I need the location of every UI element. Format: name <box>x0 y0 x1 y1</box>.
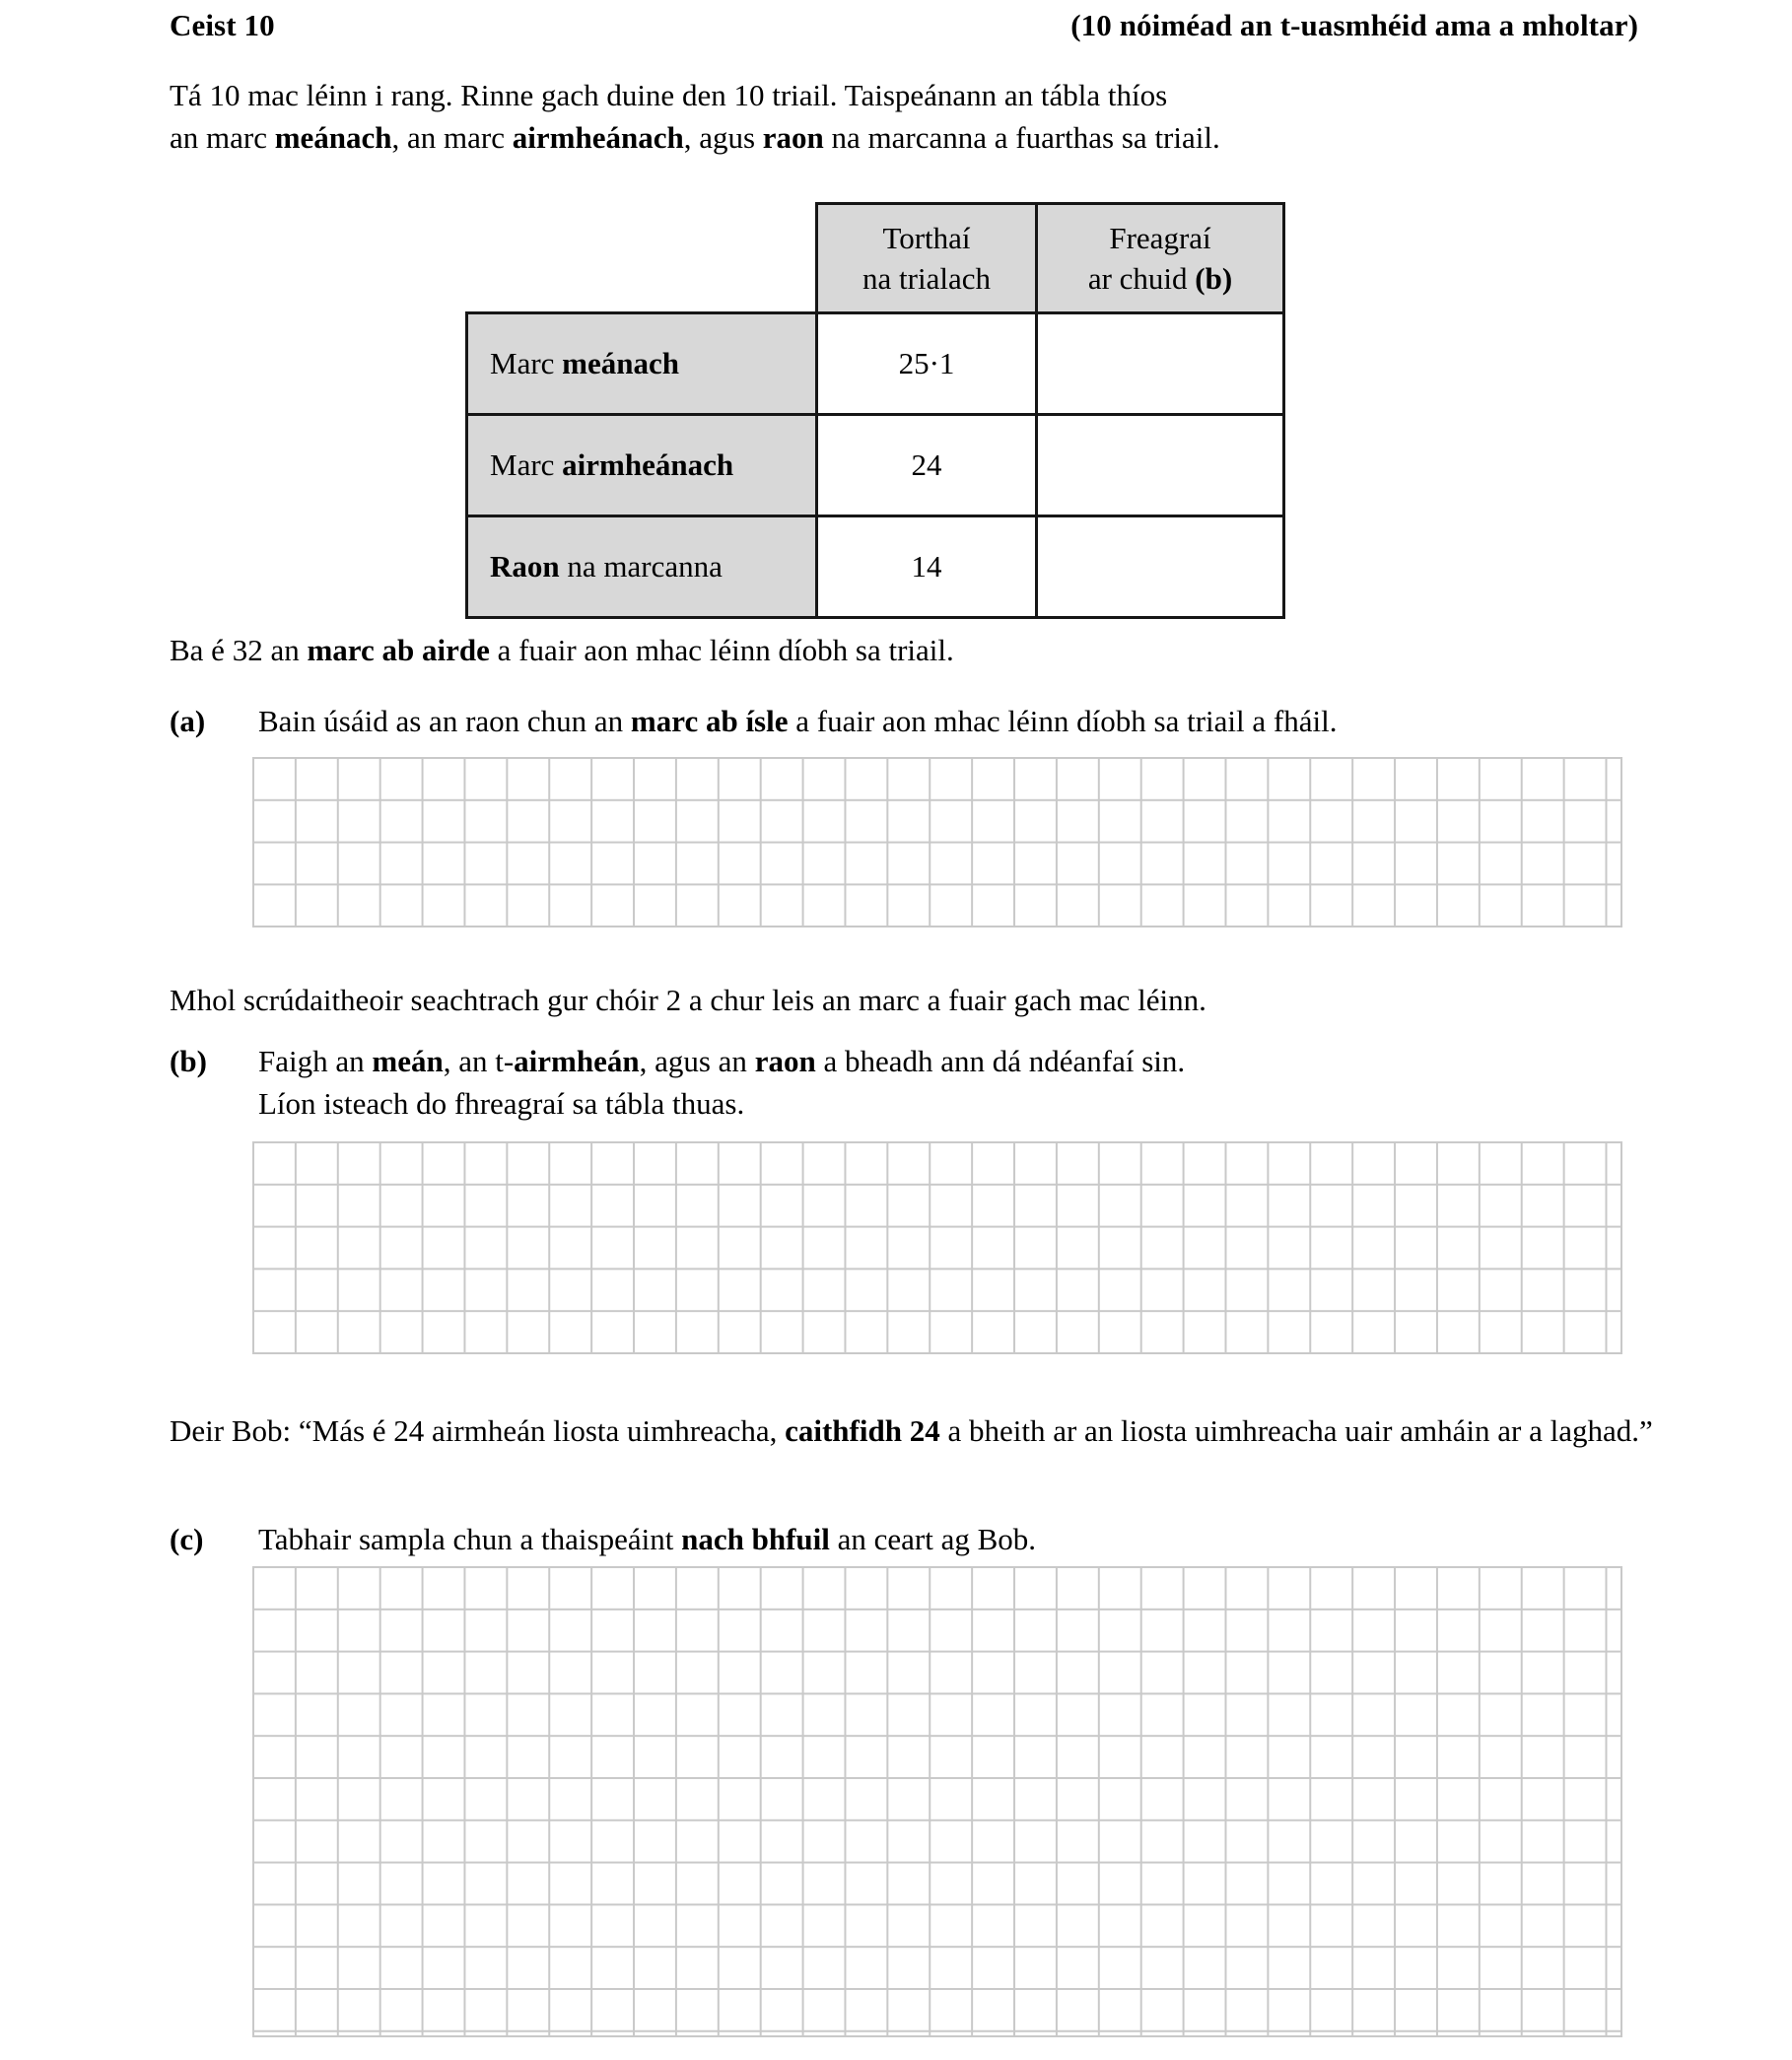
intro-line-2-mid-1: , an marc <box>391 120 513 155</box>
part-b-term-median: airmheán <box>514 1044 640 1078</box>
intro-line-2-post: na marcanna a fuarthas sa triail. <box>823 120 1220 155</box>
table-value-mean: 25·1 <box>817 313 1037 415</box>
part-a-label: (a) <box>170 704 206 738</box>
part-b-line1-post: a bheadh ann dá ndéanfaí sin. <box>815 1044 1186 1078</box>
row-label-range-post: na marcanna <box>559 549 723 584</box>
table-header-answers-part-ref: (b) <box>1195 261 1233 296</box>
examiner-note-text: Mhol scrúdaitheoir seachtrach gur chóir 2 a chur leis an marc a fuair gach mac léinn. <box>170 983 1206 1017</box>
highest-mark-term: marc ab airde <box>307 633 490 667</box>
table-header-row <box>467 204 1284 313</box>
table-header-answers-line1: Freagraí <box>1109 221 1211 255</box>
table-answer-mean[interactable] <box>1037 313 1284 415</box>
intro-paragraph <box>170 74 1648 159</box>
answer-grid-b[interactable] <box>252 1141 1622 1354</box>
row-label-median-pre: Marc <box>490 447 563 482</box>
row-label-mean-bold: meánach <box>562 346 679 380</box>
part-c <box>170 1518 1668 1560</box>
table-row <box>467 415 1284 516</box>
table-answer-range[interactable] <box>1037 516 1284 618</box>
row-label-range-bold: Raon <box>490 549 560 584</box>
part-a-text <box>258 700 1668 742</box>
question-header <box>170 8 1638 43</box>
table-row-label-median <box>467 415 817 516</box>
intro-line-2-mid-2: , agus <box>683 120 763 155</box>
table-row-label-range <box>467 516 817 618</box>
part-b-term-mean: meán <box>372 1044 444 1078</box>
part-a-term-lowest-mark: marc ab ísle <box>630 704 789 738</box>
row-label-mean-pre: Marc <box>490 346 563 380</box>
part-a-text-pre: Bain úsáid as an raon chun an <box>258 704 631 738</box>
bob-quote <box>170 1409 1658 1452</box>
answer-grid-c[interactable] <box>252 1566 1622 2037</box>
part-c-text-post: an ceart ag Bob. <box>829 1522 1037 1556</box>
results-table <box>465 202 1285 619</box>
highest-mark-statement <box>170 629 1648 671</box>
intro-term-median: airmheánach <box>512 120 684 155</box>
table-row <box>467 313 1284 415</box>
part-b-line1-mid-1: , an t- <box>443 1044 515 1078</box>
table-row <box>467 516 1284 618</box>
table-header-results <box>817 204 1037 313</box>
row-label-median-bold: airmheánach <box>562 447 734 482</box>
table-header-results-line1: Torthaí <box>882 221 971 255</box>
table-header-results-line2: na trialach <box>862 261 991 296</box>
table-answer-median[interactable] <box>1037 415 1284 516</box>
intro-line-1: Tá 10 mac léinn i rang. Rinne gach duine den 10 triail. Taispeánann an tábla thíos <box>170 78 1168 112</box>
part-c-text-pre: Tabhair sampla chun a thaispeáint <box>258 1522 682 1556</box>
question-time-allocation: (10 nóiméad an t-uasmhéid ama a mholtar) <box>1070 8 1638 42</box>
bob-quote-pre: Deir Bob: “Más é 24 airmheán liosta uimhreacha, <box>170 1413 786 1448</box>
bob-quote-bold: caithfidh 24 <box>785 1413 940 1448</box>
part-b-term-range: raon <box>754 1044 816 1078</box>
part-a <box>170 700 1668 742</box>
part-c-text <box>258 1518 1668 1560</box>
part-b-line1-pre: Faigh an <box>258 1044 373 1078</box>
part-c-label: (c) <box>170 1522 204 1556</box>
table-value-range: 14 <box>817 516 1037 618</box>
part-a-text-post: a fuair aon mhac léinn díobh sa triail a fháil. <box>788 704 1338 738</box>
table-header-answers <box>1037 204 1284 313</box>
table-corner-cell <box>467 204 817 313</box>
part-c-term-not-correct: nach bhfuil <box>681 1522 830 1556</box>
highest-mark-pre: Ba é 32 an <box>170 633 308 667</box>
intro-line-2-pre: an marc <box>170 120 275 155</box>
examiner-note <box>170 979 1648 1021</box>
table-value-median: 24 <box>817 415 1037 516</box>
question-number: Ceist 10 <box>170 8 275 42</box>
part-b-text <box>258 1040 1668 1125</box>
table-header-answers-line2-pre: ar chuid <box>1087 261 1196 296</box>
part-b-label: (b) <box>170 1044 207 1078</box>
part-b-line2: Líon isteach do fhreagraí sa tábla thuas. <box>258 1086 745 1121</box>
table-row-label-mean <box>467 313 817 415</box>
highest-mark-post: a fuair aon mhac léinn díobh sa triail. <box>489 633 954 667</box>
part-b-line1-mid-2: , agus an <box>639 1044 755 1078</box>
intro-term-mean: meánach <box>274 120 392 155</box>
answer-grid-a[interactable] <box>252 757 1622 927</box>
part-b <box>170 1040 1668 1125</box>
bob-quote-post: a bheith ar an liosta uimhreacha uair amháin ar a laghad.” <box>939 1413 1653 1448</box>
intro-term-range: raon <box>762 120 824 155</box>
